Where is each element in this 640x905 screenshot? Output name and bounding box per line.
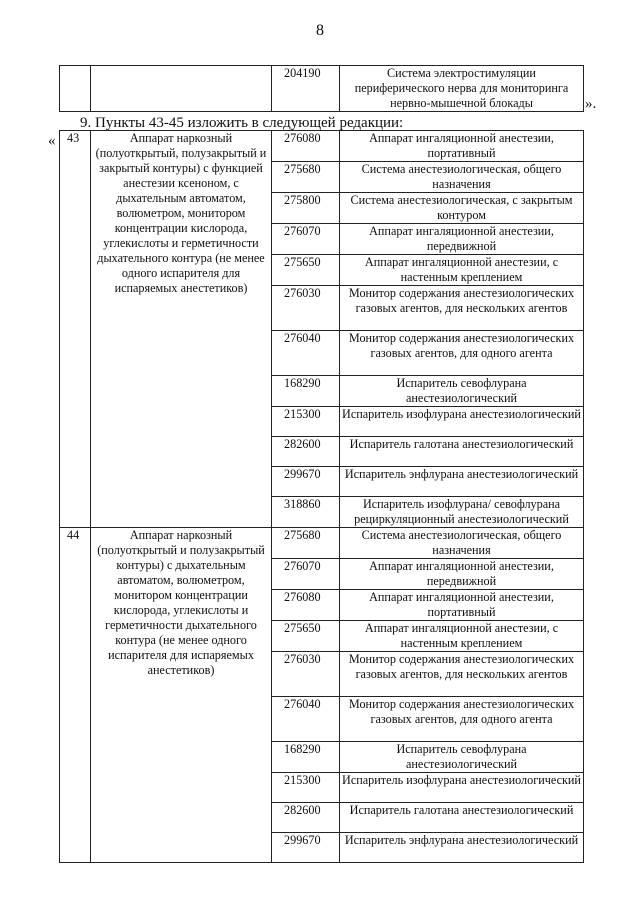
- product-description: Монитор содержания анестезиологических газовых агентов, для нескольких агентов: [340, 286, 584, 331]
- product-description: Испаритель изофлурана анестезиологический: [340, 773, 584, 803]
- product-code: 276040: [272, 331, 340, 376]
- page-number: 8: [316, 22, 324, 39]
- product-code: 282600: [272, 803, 340, 833]
- product-description: Система анестезиологическая, общего назначения: [340, 162, 584, 193]
- table-row: [60, 131, 584, 162]
- product-description: Испаритель галотана анестезиологический: [340, 437, 584, 467]
- product-code: 299670: [272, 467, 340, 497]
- product-description: Испаритель галотана анестезиологический: [340, 803, 584, 833]
- product-description: Аппарат ингаляционной анестезии, с настенным креплением: [340, 621, 584, 652]
- product-code: 275650: [272, 255, 340, 286]
- product-description: Испаритель изофлурана/ севофлурана рециркуляционный анестезиологический: [340, 497, 584, 528]
- product-code: 276070: [272, 559, 340, 590]
- opening-quote: «: [48, 133, 56, 149]
- cell-code: 204190: [272, 66, 340, 112]
- product-description: Аппарат ингаляционной анестезии, портативный: [340, 590, 584, 621]
- product-description: Аппарат ингаляционной анестезии, портативный: [340, 131, 584, 162]
- cell-description: Система электростимуляции периферического нерва для мониторинга нервно-мышечной блокады: [340, 66, 584, 112]
- product-description: Монитор содержания анестезиологических газовых агентов, для нескольких агентов: [340, 652, 584, 697]
- product-description: Аппарат ингаляционной анестезии, передвижной: [340, 559, 584, 590]
- product-code: 276070: [272, 224, 340, 255]
- product-description: Испаритель севофлурана анестезиологический: [340, 742, 584, 773]
- product-code: 215300: [272, 407, 340, 437]
- cell-name: [91, 66, 272, 112]
- product-description: Аппарат ингаляционной анестезии, с настенным креплением: [340, 255, 584, 286]
- main-table: [59, 130, 584, 863]
- product-description: Аппарат ингаляционной анестезии, передвижной: [340, 224, 584, 255]
- product-code: 275800: [272, 193, 340, 224]
- section-heading: 9. Пункты 43-45 изложить в следующей редакции:: [80, 115, 404, 131]
- product-code: 276030: [272, 652, 340, 697]
- table-row: [60, 528, 584, 559]
- product-code: 168290: [272, 376, 340, 407]
- product-description: Испаритель энфлурана анестезиологический: [340, 467, 584, 497]
- item-number: 43: [60, 131, 91, 528]
- product-code: 299670: [272, 833, 340, 863]
- product-code: 276080: [272, 590, 340, 621]
- product-code: 275680: [272, 162, 340, 193]
- item-name: Аппарат наркозный (полуоткрытый и полузакрытый контуры) с дыхательным автоматом, волюметром, монитором концентрации кислорода, углекислоты и герметичности дыхательного контура (не менее одного испарителя для испаряемых анестетиков): [91, 528, 272, 863]
- closing-quote: ».: [585, 96, 597, 112]
- product-description: Монитор содержания анестезиологических газовых агентов, для одного агента: [340, 697, 584, 742]
- product-code: 276080: [272, 131, 340, 162]
- product-code: 276030: [272, 286, 340, 331]
- product-description: Система анестезиологическая, с закрытым контуром: [340, 193, 584, 224]
- product-code: 215300: [272, 773, 340, 803]
- product-description: Система анестезиологическая, общего назначения: [340, 528, 584, 559]
- product-description: Монитор содержания анестезиологических газовых агентов, для одного агента: [340, 331, 584, 376]
- product-description: Испаритель севофлурана анестезиологический: [340, 376, 584, 407]
- product-description: Испаритель изофлурана анестезиологический: [340, 407, 584, 437]
- product-code: 282600: [272, 437, 340, 467]
- top-table: [59, 65, 584, 112]
- product-description: Испаритель энфлурана анестезиологический: [340, 833, 584, 863]
- cell-number: [60, 66, 91, 112]
- product-code: 276040: [272, 697, 340, 742]
- product-code: 275680: [272, 528, 340, 559]
- item-number: 44: [60, 528, 91, 863]
- item-name: Аппарат наркозный (полуоткрытый, полузакрытый и закрытый контуры) с функцией анестезии ксеноном, с дыхательным автоматом, волюметром, монитором концентрации кислорода, углекислоты и герметичности дыхательного контура (не менее одного испарителя для испаряемых анестетиков): [91, 131, 272, 528]
- product-code: 318860: [272, 497, 340, 528]
- product-code: 275650: [272, 621, 340, 652]
- product-code: 168290: [272, 742, 340, 773]
- table-row: [60, 66, 584, 112]
